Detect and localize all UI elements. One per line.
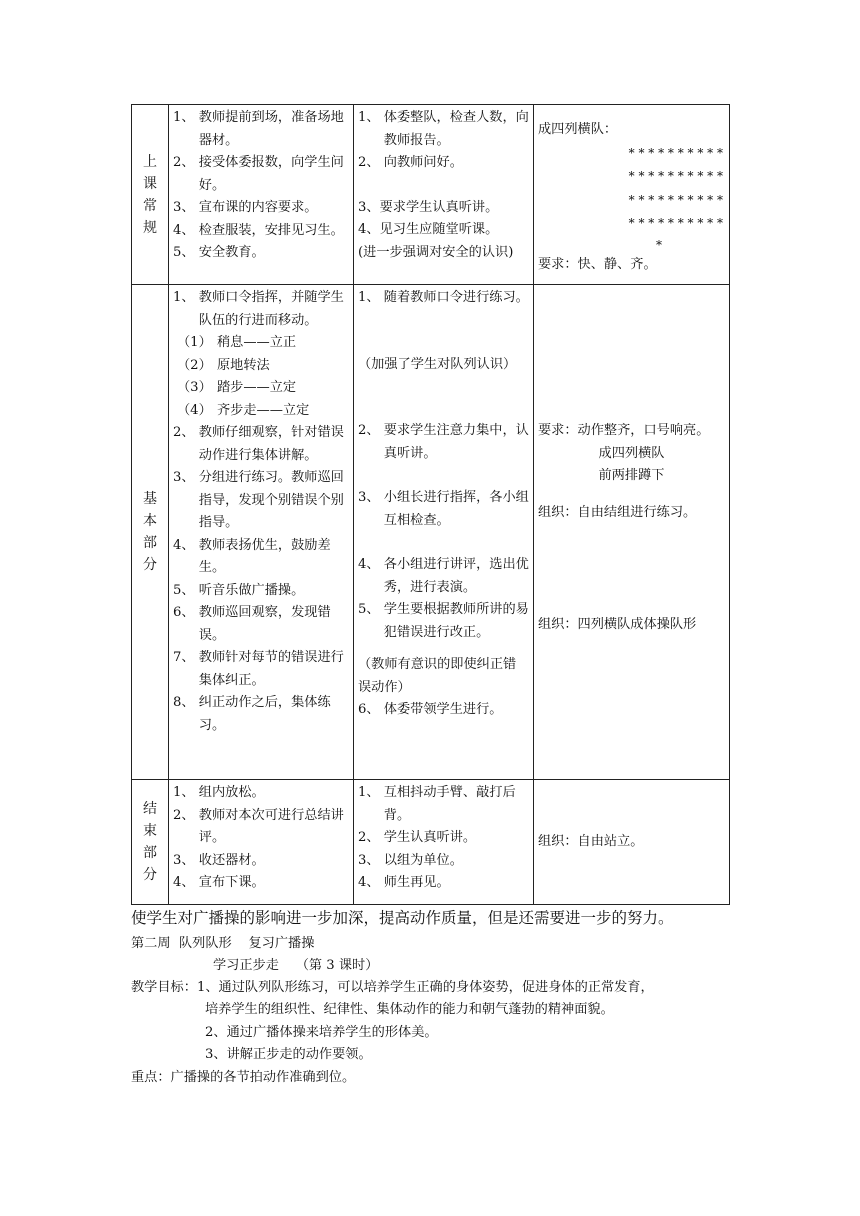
item-number: 5、 [358, 602, 384, 617]
list-item [358, 219, 529, 242]
formation-row: * * * * * * * * * * [628, 216, 723, 230]
formation-row: * * * * * * * * * * [628, 169, 723, 183]
list-item [358, 420, 529, 465]
formation-text: 前两排蹲下 [598, 468, 665, 483]
item-text: 纠正动作之后，集体练习。 [198, 695, 331, 733]
item-text: 齐步走——立定 [217, 402, 310, 418]
item-number: （2） [177, 357, 212, 373]
note-text: （教师有意识的即使纠正错误动作） [358, 657, 517, 695]
item-text: 宣布下课。 [198, 875, 265, 890]
item-number: （3） [177, 380, 212, 395]
item-number: 4、 [358, 222, 380, 237]
list-item [173, 152, 349, 197]
item-text: 稍息——立正 [217, 335, 297, 350]
item-text: 教师针对每节的错误进行集体纠正。 [198, 650, 344, 688]
item-text: 宣布课的内容要求。 [198, 200, 318, 215]
item-number: 2、 [358, 155, 384, 170]
section-label: 基本部分 [143, 491, 157, 573]
item-number: 1、 [358, 110, 384, 125]
item-number: 5、 [173, 582, 199, 598]
item-text: 踏步——立定 [217, 380, 297, 395]
goal-text: 3、讲解正步走的动作要领。 [205, 1047, 372, 1062]
organization-text: 组织：四列横队成体操队形 [538, 617, 697, 632]
drill-step [173, 332, 349, 355]
item-number: 1、 [173, 110, 199, 125]
item-number: 4、 [358, 875, 384, 890]
item-number: 3、 [173, 852, 199, 868]
item-text: 教师仔细观察，针对错误动作进行集体讲解。 [198, 425, 344, 463]
item-text: 互相抖动手臂、敲打后背。 [383, 785, 516, 823]
item-text: 安全教育。 [198, 245, 265, 260]
list-item [173, 107, 349, 152]
formation-row: * * * * * * * * * * [628, 145, 723, 160]
item-number: 1、 [358, 290, 384, 305]
student-activity-cell [354, 285, 534, 780]
teacher-activity-cell [169, 780, 354, 905]
goal-label: 教学目标： [131, 980, 197, 995]
lesson-plan-table [131, 104, 730, 905]
formation-text: 成四列横队 [598, 445, 665, 461]
goal-text: 培养学生的组织性、纪律性、集体动作的能力和朝气蓬勃的精神面貌。 [205, 1002, 614, 1017]
item-number: 4、 [173, 875, 199, 890]
list-item [173, 602, 349, 647]
section-label-cell [132, 285, 169, 780]
summary-text: 使学生对广播操的影响进一步加深，提高动作质量，但是还需要进一步的努力。 [131, 909, 674, 927]
section-row-ending [132, 780, 730, 905]
item-number: 4、 [173, 222, 199, 238]
item-number: 4、 [358, 557, 384, 572]
organization-text: 组织：自由站立。 [538, 833, 644, 849]
item-text: 检查服装，安排见习生。 [198, 222, 344, 238]
list-item [358, 107, 529, 152]
item-text: 向教师问好。 [383, 155, 463, 170]
organization-text: 组织：自由结组进行练习。 [538, 504, 697, 520]
item-number: 6、 [173, 605, 199, 620]
requirement-text: 要求：快、静、齐。 [538, 256, 657, 272]
list-item [358, 197, 529, 220]
item-text: 学生认真听讲。 [383, 830, 477, 845]
item-number: 2、 [173, 155, 199, 170]
goal-text: 2、通过广播体操来培养学生的形体美。 [205, 1025, 438, 1040]
item-text: 教师巡回观察，发现错误。 [198, 605, 331, 643]
item-text: 收还器材。 [198, 852, 265, 868]
item-text: 师生再见。 [383, 875, 450, 890]
item-number: 3、 [173, 200, 199, 215]
list-item [358, 152, 529, 175]
item-number: 3、 [358, 199, 380, 215]
section-label-cell [132, 780, 169, 905]
lesson-heading: 学习正步走 （第 3 课时） [213, 958, 379, 973]
list-item [358, 554, 529, 599]
organization-cell [534, 105, 730, 285]
student-activity-cell [354, 780, 534, 905]
item-text: 原地转法 [217, 357, 270, 373]
list-item [358, 287, 529, 310]
goal-line [131, 976, 654, 995]
list-item [358, 487, 529, 532]
organization-cell [534, 780, 730, 905]
item-number: 4、 [173, 537, 199, 553]
item-number: 6、 [358, 702, 384, 717]
item-text: (进一步强调对安全的认识) [358, 244, 514, 260]
goal-text: 1、通过队列队形练习，可以培养学生正确的身体姿势，促进身体的正常发育， [196, 980, 654, 995]
formation-title: 成四列横队： [538, 122, 618, 137]
list-item [173, 220, 349, 243]
item-number: 2、 [358, 830, 384, 845]
item-number: （1） [177, 335, 212, 350]
list-item [173, 580, 349, 603]
item-number: 8、 [173, 695, 199, 710]
list-item [173, 422, 349, 467]
section-row-basic [132, 285, 730, 780]
item-number: 3、 [358, 852, 384, 868]
list-item [173, 197, 349, 220]
item-text: 随着教师口令进行练习。 [383, 290, 529, 305]
item-number: 2、 [173, 425, 199, 440]
item-text: 要求学生认真听讲。 [379, 199, 499, 215]
item-number: 3、 [173, 470, 199, 485]
student-activity-cell [354, 105, 534, 285]
formation-leader: * [656, 237, 662, 252]
list-item [358, 242, 529, 265]
list-item [173, 692, 349, 737]
item-number: 2、 [358, 423, 384, 438]
note-text: （加强了学生对队列认识） [358, 356, 517, 372]
list-item [173, 287, 349, 332]
item-text: 分组进行练习。教师巡回指导，发现个别错误个别指导。 [198, 470, 344, 530]
item-text: 以组为单位。 [383, 852, 463, 868]
item-text: 见习生应随堂听课。 [379, 222, 499, 237]
drill-step [173, 355, 349, 378]
list-item [173, 782, 349, 805]
item-text: 教师提前到场，准备场地器材。 [198, 110, 344, 148]
list-item [173, 805, 349, 850]
list-item [173, 850, 349, 873]
organization-cell [534, 285, 730, 780]
week-heading: 第二周 队列队形 复习广播操 [131, 936, 315, 951]
list-item [358, 699, 529, 722]
list-item [173, 647, 349, 692]
list-item [358, 599, 529, 644]
section-row-routine [132, 105, 730, 285]
formation-row: * * * * * * * * * * [628, 192, 723, 207]
list-item [173, 467, 349, 535]
list-item [358, 827, 529, 850]
drill-step [173, 377, 349, 400]
item-number: （4） [177, 402, 212, 418]
key-point: 重点：广播操的各节拍动作准确到位。 [131, 1070, 356, 1085]
section-label: 上课常规 [143, 153, 157, 236]
item-text: 教师对本次可进行总结讲评。 [198, 807, 344, 845]
item-number: 3、 [358, 490, 384, 505]
item-text: 组内放松。 [198, 785, 265, 800]
list-item [358, 782, 529, 827]
item-text: 学生要根据教师所讲的易犯错误进行改正。 [383, 602, 529, 640]
section-label-cell [132, 105, 169, 285]
teacher-activity-cell [169, 285, 354, 780]
requirement-text: 要求：动作整齐，口号响亮。 [538, 423, 710, 438]
item-text: 教师口令指挥，并随学生队伍的行进而移动。 [198, 290, 344, 328]
list-item [173, 872, 349, 895]
item-text: 体委带领学生进行。 [383, 702, 503, 717]
item-number: 1、 [358, 785, 384, 800]
item-number: 1、 [173, 785, 199, 800]
item-number: 1、 [173, 290, 199, 305]
item-text: 要求学生注意力集中，认真听讲。 [383, 423, 529, 461]
drill-step [173, 400, 349, 423]
list-item [358, 872, 529, 895]
item-text: 小组长进行指挥，各小组互相检查。 [383, 490, 529, 528]
item-number: 7、 [173, 650, 199, 665]
item-text: 接受体委报数，向学生问好。 [198, 155, 344, 193]
section-label: 结束部分 [143, 801, 157, 883]
item-text: 各小组进行讲评，选出优秀，进行表演。 [383, 557, 529, 595]
list-item [173, 535, 349, 580]
teacher-activity-cell [169, 105, 354, 285]
item-number: 5、 [173, 245, 199, 260]
list-item [173, 242, 349, 265]
item-number: 2、 [173, 807, 199, 823]
list-item [358, 850, 529, 873]
item-text: 体委整队，检查人数，向教师报告。 [383, 110, 529, 148]
item-text: 听音乐做广播操。 [198, 582, 305, 598]
item-text: 教师表扬优生，鼓励差生。 [198, 537, 331, 575]
